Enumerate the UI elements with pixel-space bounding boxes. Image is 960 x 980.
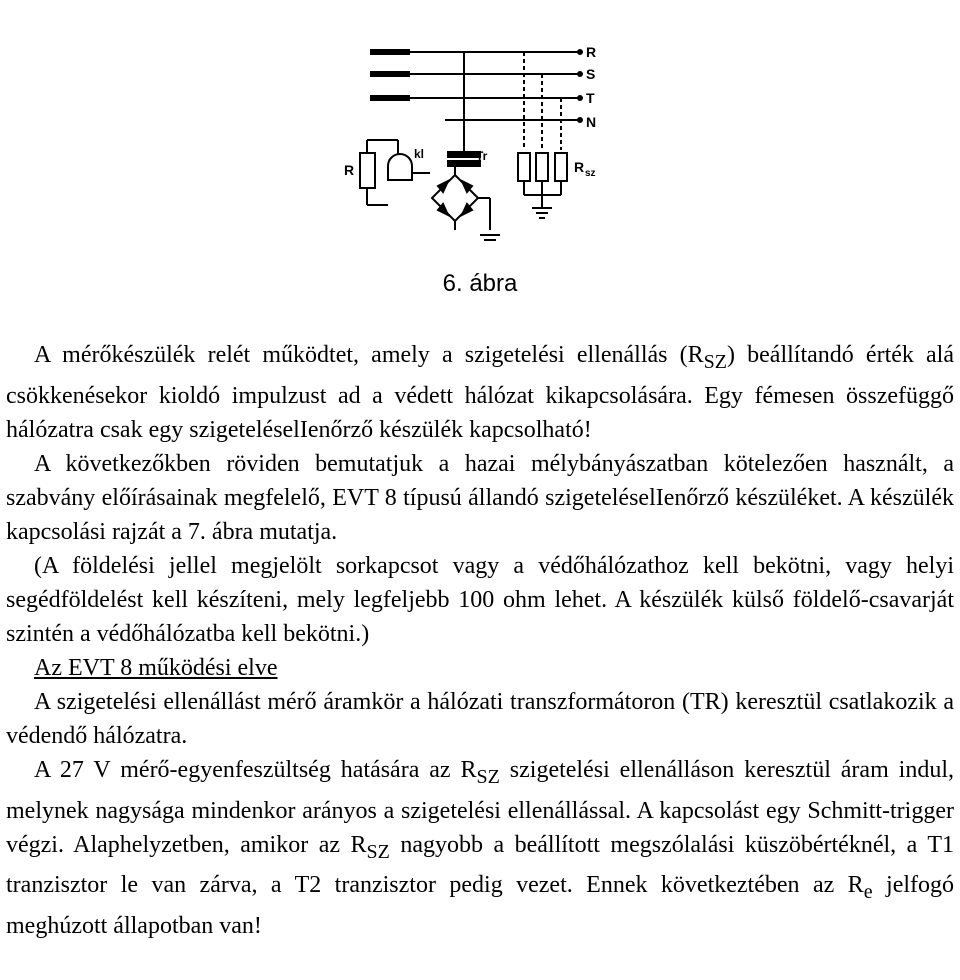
- label-tr: Tr: [476, 149, 488, 163]
- circuit-diagram: [330, 30, 630, 255]
- paragraph-1: [6, 338, 954, 447]
- terminal-t: [578, 96, 582, 100]
- terminal-s: [578, 72, 582, 76]
- label-rsz-sub: sz: [585, 168, 596, 179]
- section-title: Az EVT 8 működési elve: [34, 654, 278, 681]
- paragraph-5-subscript-2: SZ: [366, 840, 390, 863]
- circuit-diagram-svg: [330, 30, 630, 255]
- paragraph-5-part-c: nagyobb a beállított megszólalási küszöbértéknél, a T1 tranzisztor le van zárva, a T2 tranzisztor pedig vezet. Ennek következtében az R: [6, 831, 954, 899]
- terminal-n: [578, 118, 582, 122]
- label-s: S: [586, 66, 596, 82]
- body-text: [6, 338, 954, 943]
- paragraph-5-part-d: jelfogó meghúzott állapotban van!: [6, 872, 955, 940]
- paragraph-5-part-b: szigetelési ellenálláson keresztül áram indul, melynek nagysága mindenkor arányos a szigetelési ellenállással. A kapcsolást egy Schmitt-trigger végzi. Alaphelyzetben, amikor az R: [6, 756, 955, 858]
- paragraph-5: [6, 753, 954, 943]
- paragraph-1-subscript: SZ: [703, 350, 727, 373]
- paragraph-1-part-a: A mérőkészülék relét működtet, amely a szigetelési ellenállás (R: [34, 342, 704, 368]
- paragraph-1-part-b: ) beállítandó érték alá csökkenésekor kioldó impulzust ad a védett hálózat kikapcsolására. Egy fémesen összefüggő hálózatra csak egy szigeteléselIenőrző készülék kapcsolható!: [6, 342, 955, 443]
- paragraph-5-subscript-1: SZ: [476, 765, 500, 788]
- rsz-resistor-1: [518, 153, 530, 181]
- paragraph-2: A következőkben röviden bemutatjuk a hazai mélybányászatban kötelezően használt, a szabvány előírásainak megfelelő, EVT 8 típusú állandó szigeteléselIenőrző készüléket. A készülék kapcsolási rajzát a 7. ábra mutatja.: [6, 450, 954, 545]
- rsz-resistor-2: [536, 153, 548, 181]
- relay-coil: [360, 153, 375, 188]
- rsz-resistor-3: [555, 153, 567, 181]
- paragraph-5-subscript-3: e: [863, 881, 873, 904]
- paragraph-5-part-a: A 27 V mérő-egyenfeszültség hatására az R: [34, 756, 477, 783]
- label-relay: R: [344, 162, 355, 178]
- paragraph-3: (A földelési jellel megjelölt sorkapcsot vagy a védőhálózathoz kell bekötni, vagy helyi segédföldelést kell készíteni, mely legfeljebb 100 ohm lehet. A készülék külső földelő-csavarját szintén a védőhálózatba kell bekötni.): [6, 552, 954, 647]
- label-rsz: R: [574, 159, 585, 175]
- measuring-instrument: [388, 154, 412, 180]
- label-r: R: [586, 44, 597, 60]
- label-t: T: [586, 90, 595, 106]
- label-kl: kl: [414, 147, 425, 161]
- paragraph-4: A szigetelési ellenállást mérő áramkör a hálózati transzformátoron (TR) keresztül csatlakozik a védendő hálózatra.: [6, 688, 954, 749]
- terminal-r: [578, 50, 582, 54]
- figure-caption: 6. ábra: [442, 270, 518, 297]
- diode-bridge: [432, 175, 478, 221]
- label-n: N: [586, 114, 597, 130]
